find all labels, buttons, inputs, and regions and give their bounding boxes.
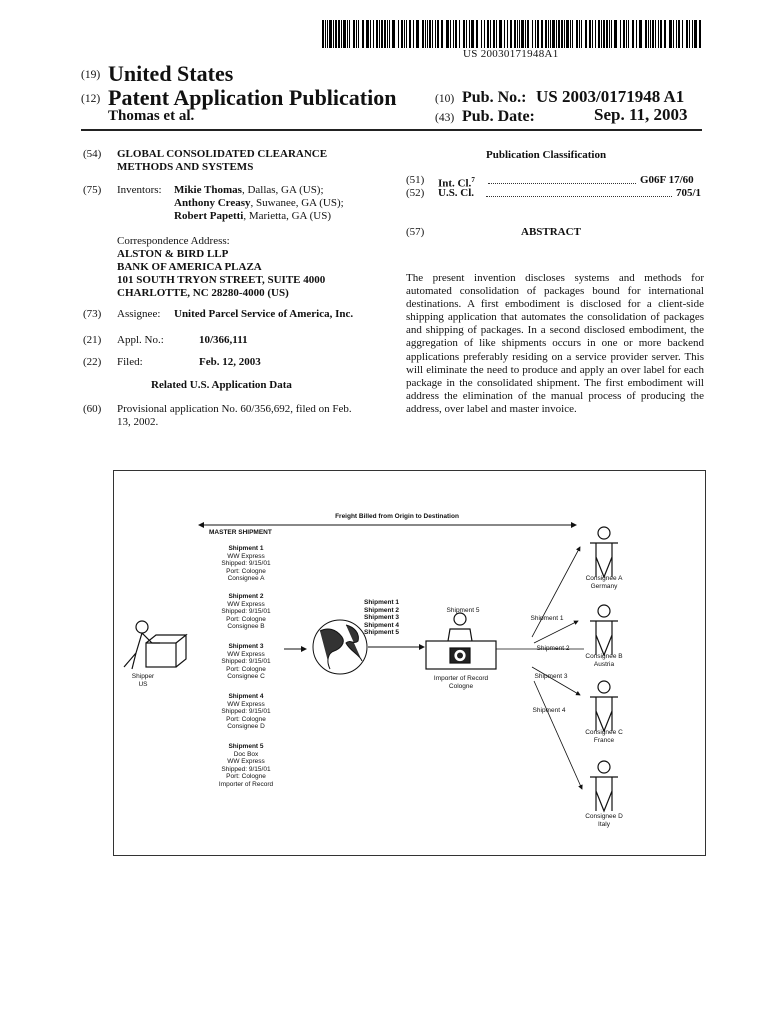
assignee: United Parcel Service of America, Inc.	[174, 308, 354, 320]
provisional-line2: 13, 2002.	[117, 416, 159, 428]
barcode-bar	[595, 20, 596, 48]
barcode-bar	[427, 20, 428, 48]
barcode-bar	[381, 20, 383, 48]
correspondence-label: Correspondence Address:	[117, 235, 230, 247]
title-code: (54)	[83, 148, 102, 160]
consignee-c-label: Consignee C France	[585, 729, 623, 744]
barcode-bar	[401, 20, 403, 48]
appl-label: Appl. No.:	[117, 334, 164, 346]
shipment-title: Shipment 5	[228, 743, 264, 750]
barcode-bar	[353, 20, 355, 48]
barcode-bar	[413, 20, 414, 48]
barcode-bar	[689, 20, 690, 48]
globe-shipment-item: Shipment 3	[364, 614, 400, 622]
globe-shipment-list	[364, 599, 404, 637]
barcode-bar	[499, 20, 502, 48]
barcode-bar	[455, 20, 457, 48]
barcode-bar	[422, 20, 424, 48]
country-code: (19)	[81, 69, 101, 81]
barcode	[322, 20, 704, 48]
shipment-detail: Consignee B	[227, 623, 265, 631]
barcode-bar	[476, 20, 478, 48]
barcode-bar	[404, 20, 405, 48]
uscl-code: (52)	[406, 187, 425, 199]
route-shipment-1: Shipment 1	[530, 615, 564, 622]
barcode-bar	[570, 20, 571, 48]
appl-no: 10/366,111	[199, 334, 248, 346]
route-shipment-2: Shipment 2	[536, 645, 570, 652]
barcode-bar	[601, 20, 602, 48]
assignee-label: Assignee:	[117, 308, 161, 320]
freight-label: Freight Billed from Origin to Destination	[335, 513, 459, 520]
barcode-bar	[347, 20, 348, 48]
barcode-bar	[676, 20, 677, 48]
barcode-bar	[576, 20, 578, 48]
provisional-code: (60)	[83, 403, 102, 415]
barcode-bar	[609, 20, 610, 48]
consignee-b-label: Consignee B Austria	[585, 653, 623, 668]
barcode-bar	[545, 20, 547, 48]
barcode-bar	[541, 20, 543, 48]
shipment-detail: Consignee A	[227, 575, 265, 583]
barcode-bar	[432, 20, 433, 48]
barcode-bar	[537, 20, 539, 48]
publication-type: Patent Application Publication	[108, 85, 397, 110]
shipment-detail: Shipped: 9/15/01	[221, 765, 271, 773]
shipment-title: Shipment 4	[228, 693, 264, 700]
barcode-bar	[469, 20, 470, 48]
barcode-bar	[333, 20, 334, 48]
related-heading: Related U.S. Application Data	[151, 379, 292, 391]
intcl-value: G06F 17/60	[640, 174, 694, 186]
barcode-bar	[327, 20, 328, 48]
route-shipment-3: Shipment 3	[534, 673, 568, 680]
pub-no-label: Pub. No.:	[462, 89, 527, 106]
shipment-block	[209, 693, 283, 731]
barcode-bar	[585, 20, 587, 48]
shipment-detail: Shipped: 9/15/01	[221, 560, 271, 568]
shipment-detail: Shipped: 9/15/01	[221, 708, 271, 716]
pub-date-label: Pub. Date:	[462, 108, 535, 125]
barcode-bar	[669, 20, 672, 48]
globe-shipment-item: Shipment 1	[364, 599, 400, 606]
provisional-line1: Provisional application No. 60/356,692, filed on Feb.	[117, 403, 352, 415]
pub-class-heading: Publication Classification	[486, 149, 607, 161]
barcode-bar	[535, 20, 536, 48]
barcode-bar	[425, 20, 426, 48]
shipment-detail: WW Express	[227, 700, 265, 708]
barcode-bar	[441, 20, 443, 48]
barcode-bar	[558, 20, 560, 48]
globe	[313, 620, 367, 674]
barcode-bar	[366, 20, 369, 48]
barcode-bar	[341, 20, 342, 48]
pub-no: US 2003/0171948 A1	[536, 87, 685, 106]
correspondence-line3: 101 SOUTH TRYON STREET, SUITE 4000	[117, 274, 326, 286]
barcode-bar	[682, 20, 683, 48]
pub-no-code: (10)	[435, 93, 455, 105]
shipment-block	[209, 545, 283, 583]
barcode-bar	[655, 20, 656, 48]
barcode-bar	[416, 20, 419, 48]
barcode-bar	[343, 20, 346, 48]
barcode-bar	[645, 20, 647, 48]
shipment-detail: Importer of Record	[218, 780, 274, 788]
appl-code: (21)	[83, 334, 102, 346]
barcode-bar	[358, 20, 359, 48]
barcode-bar	[561, 20, 563, 48]
barcode-bar	[463, 20, 465, 48]
shipment-block	[209, 593, 283, 631]
title-line2: METHODS AND SYSTEMS	[117, 161, 254, 173]
barcode-bar	[639, 20, 642, 48]
barcode-bar	[664, 20, 666, 48]
barcode-bar	[376, 20, 378, 48]
barcode-bar	[678, 20, 680, 48]
abstract-heading: ABSTRACT	[521, 226, 581, 238]
consignee-d-label: Consignee D Italy	[585, 813, 623, 828]
barcode-bar	[611, 20, 612, 48]
abstract-text: The present invention discloses systems and methods for automated consolidation of packages bound for international destinations. A first embodiment is disclosed for a client-side shipping application that automates the consolidation of packages and shipping of packages. In a second disclosed embodiment, the aggregation of like shipments occurs in one or more backend applications preferably residing on a service provider server. This will eliminate the need to produce and apply an over label for each package in the consolidated shipment. The first embodiment will address the elimination of the manual process of producing the address, over label and master invoice.	[406, 272, 704, 415]
inventor-2: Anthony Creasy, Suwanee, GA (US);	[174, 197, 344, 209]
barcode-bar	[694, 20, 697, 48]
shipment-block	[209, 643, 283, 681]
barcode-bar	[673, 20, 674, 48]
consignee-figures	[590, 527, 618, 811]
barcode-bar	[658, 20, 659, 48]
barcode-bar	[429, 20, 431, 48]
barcode-bar	[614, 20, 617, 48]
shipment-title: Shipment 3	[228, 643, 264, 650]
barcode-bar	[450, 20, 451, 48]
consignee-a-label: Consignee A Germany	[585, 575, 623, 590]
barcode-bar	[552, 20, 555, 48]
barcode-bar	[648, 20, 649, 48]
barcode-bar	[471, 20, 474, 48]
shipment-detail: WW Express	[227, 600, 265, 608]
barcode-bar	[592, 20, 593, 48]
drawing-figure	[113, 470, 706, 856]
inventors-label: Inventors:	[117, 184, 162, 196]
shipment5-label: Shipment 5	[446, 607, 480, 614]
barcode-bar	[504, 20, 505, 48]
shipment-detail: Consignee D	[227, 723, 265, 731]
shipment-detail: Port: Cologne	[226, 773, 266, 781]
barcode-bar	[379, 20, 380, 48]
correspondence-line2: BANK OF AMERICA PLAZA	[117, 261, 262, 273]
shipment-detail: Port: Cologne	[226, 567, 266, 575]
globe-shipment-item: Shipment 2	[364, 606, 400, 614]
master-shipment-label: MASTER SHIPMENT	[209, 529, 272, 536]
barcode-bar	[487, 20, 489, 48]
barcode-bar	[373, 20, 374, 48]
barcode-bar	[370, 20, 371, 48]
barcode-bar	[325, 20, 326, 48]
barcode-bar	[564, 20, 565, 48]
intcl-code: (51)	[406, 174, 425, 186]
barcode-bar	[409, 20, 411, 48]
barcode-bar	[581, 20, 582, 48]
inventors-short: Thomas et al.	[108, 108, 195, 124]
barcode-number: US 20030171948A1	[463, 48, 559, 60]
barcode-bar	[632, 20, 634, 48]
barcode-bar	[338, 20, 340, 48]
barcode-bar	[521, 20, 524, 48]
barcode-bar	[349, 20, 350, 48]
barcode-bar	[626, 20, 627, 48]
barcode-bar	[335, 20, 337, 48]
barcode-bar	[527, 20, 529, 48]
barcode-bar	[636, 20, 637, 48]
shipment-detail: WW Express	[227, 650, 265, 658]
inventor-1: Mikie Thomas, Dallas, GA (US);	[174, 184, 324, 196]
title-line1: GLOBAL CONSOLIDATED CLEARANCE	[117, 148, 328, 160]
importer-figure	[426, 613, 496, 669]
barcode-bar	[389, 20, 390, 48]
assignee-code: (73)	[83, 308, 102, 320]
correspondence-line4: CHARLOTTE, NC 28280-4000 (US)	[117, 287, 289, 299]
barcode-bar	[517, 20, 518, 48]
filed-code: (22)	[83, 356, 102, 368]
filed-label: Filed:	[117, 356, 143, 368]
barcode-bar	[566, 20, 569, 48]
shipper-label: Shipper US	[131, 673, 155, 688]
barcode-bar	[556, 20, 557, 48]
barcode-bar	[620, 20, 621, 48]
importer-label: Importer of Record Cologne	[433, 675, 489, 690]
barcode-bar	[510, 20, 512, 48]
shipment-detail: Doc Box	[233, 750, 259, 758]
barcode-bar	[572, 20, 573, 48]
barcode-bar	[481, 20, 482, 48]
barcode-bar	[435, 20, 436, 48]
type-code: (12)	[81, 93, 101, 105]
header-rule	[81, 129, 702, 131]
shipment-detail: Consignee C	[227, 673, 265, 681]
inventor-3: Robert Papetti, Marietta, GA (US)	[174, 210, 332, 222]
barcode-bar	[490, 20, 491, 48]
pub-date-code: (43)	[435, 112, 455, 124]
barcode-bar	[406, 20, 407, 48]
barcode-bar	[699, 20, 701, 48]
intcl-label: Int. Cl.$^7$	[438, 176, 475, 190]
barcode-bar	[628, 20, 629, 48]
barcode-bar	[660, 20, 662, 48]
barcode-bar	[446, 20, 449, 48]
barcode-bar	[650, 20, 651, 48]
shipment-title: Shipment 2	[228, 593, 264, 600]
barcode-bar	[362, 20, 364, 48]
inventors-code: (75)	[83, 184, 102, 196]
barcode-bar	[589, 20, 592, 48]
barcode-bar	[532, 20, 533, 48]
barcode-bar	[322, 20, 324, 48]
shipment-detail: WW Express	[227, 758, 265, 766]
correspondence-line1: ALSTON & BIRD LLP	[117, 248, 229, 260]
barcode-bar	[606, 20, 608, 48]
barcode-bar	[356, 20, 357, 48]
barcode-bar	[579, 20, 580, 48]
barcode-bar	[493, 20, 495, 48]
shipment-detail: Port: Cologne	[226, 665, 266, 673]
barcode-bar	[623, 20, 625, 48]
barcode-bar	[603, 20, 605, 48]
shipment-detail: Shipped: 9/15/01	[221, 608, 271, 616]
barcode-bar	[329, 20, 332, 48]
barcode-bar	[459, 20, 460, 48]
barcode-bar	[507, 20, 508, 48]
shipment-detail: Port: Cologne	[226, 715, 266, 723]
barcode-bar	[437, 20, 439, 48]
barcode-bar	[453, 20, 454, 48]
shipment-detail: Port: Cologne	[226, 615, 266, 623]
route-shipment-4: Shipment 4	[532, 707, 566, 714]
abstract-code: (57)	[406, 226, 425, 238]
barcode-bar	[550, 20, 551, 48]
barcode-bar	[384, 20, 386, 48]
globe-shipment-item: Shipment 5	[364, 629, 400, 637]
barcode-bar	[652, 20, 654, 48]
shipment-title: Shipment 1	[228, 545, 264, 552]
barcode-bar	[392, 20, 395, 48]
barcode-bar	[525, 20, 526, 48]
barcode-bar	[387, 20, 388, 48]
globe-shipment-item: Shipment 4	[364, 621, 400, 629]
shipment-detail: Shipped: 9/15/01	[221, 658, 271, 666]
uscl-leader	[486, 195, 672, 197]
shipper-figure	[124, 621, 186, 669]
intcl-leader	[488, 182, 636, 184]
shipment-block	[209, 743, 283, 789]
barcode-bar	[598, 20, 600, 48]
barcode-bar	[514, 20, 516, 48]
barcode-bar	[466, 20, 467, 48]
barcode-bar	[496, 20, 497, 48]
barcode-bar	[519, 20, 520, 48]
filed-date: Feb. 12, 2003	[199, 356, 261, 368]
country: United States	[108, 61, 234, 86]
pub-date: Sep. 11, 2003	[594, 105, 688, 124]
shipment-detail: WW Express	[227, 552, 265, 560]
barcode-bar	[686, 20, 688, 48]
barcode-bar	[398, 20, 399, 48]
barcode-bar	[692, 20, 693, 48]
uscl-label: U.S. Cl.	[438, 187, 475, 199]
barcode-bar	[484, 20, 485, 48]
barcode-bar	[548, 20, 549, 48]
uscl-value: 705/1	[676, 187, 702, 199]
